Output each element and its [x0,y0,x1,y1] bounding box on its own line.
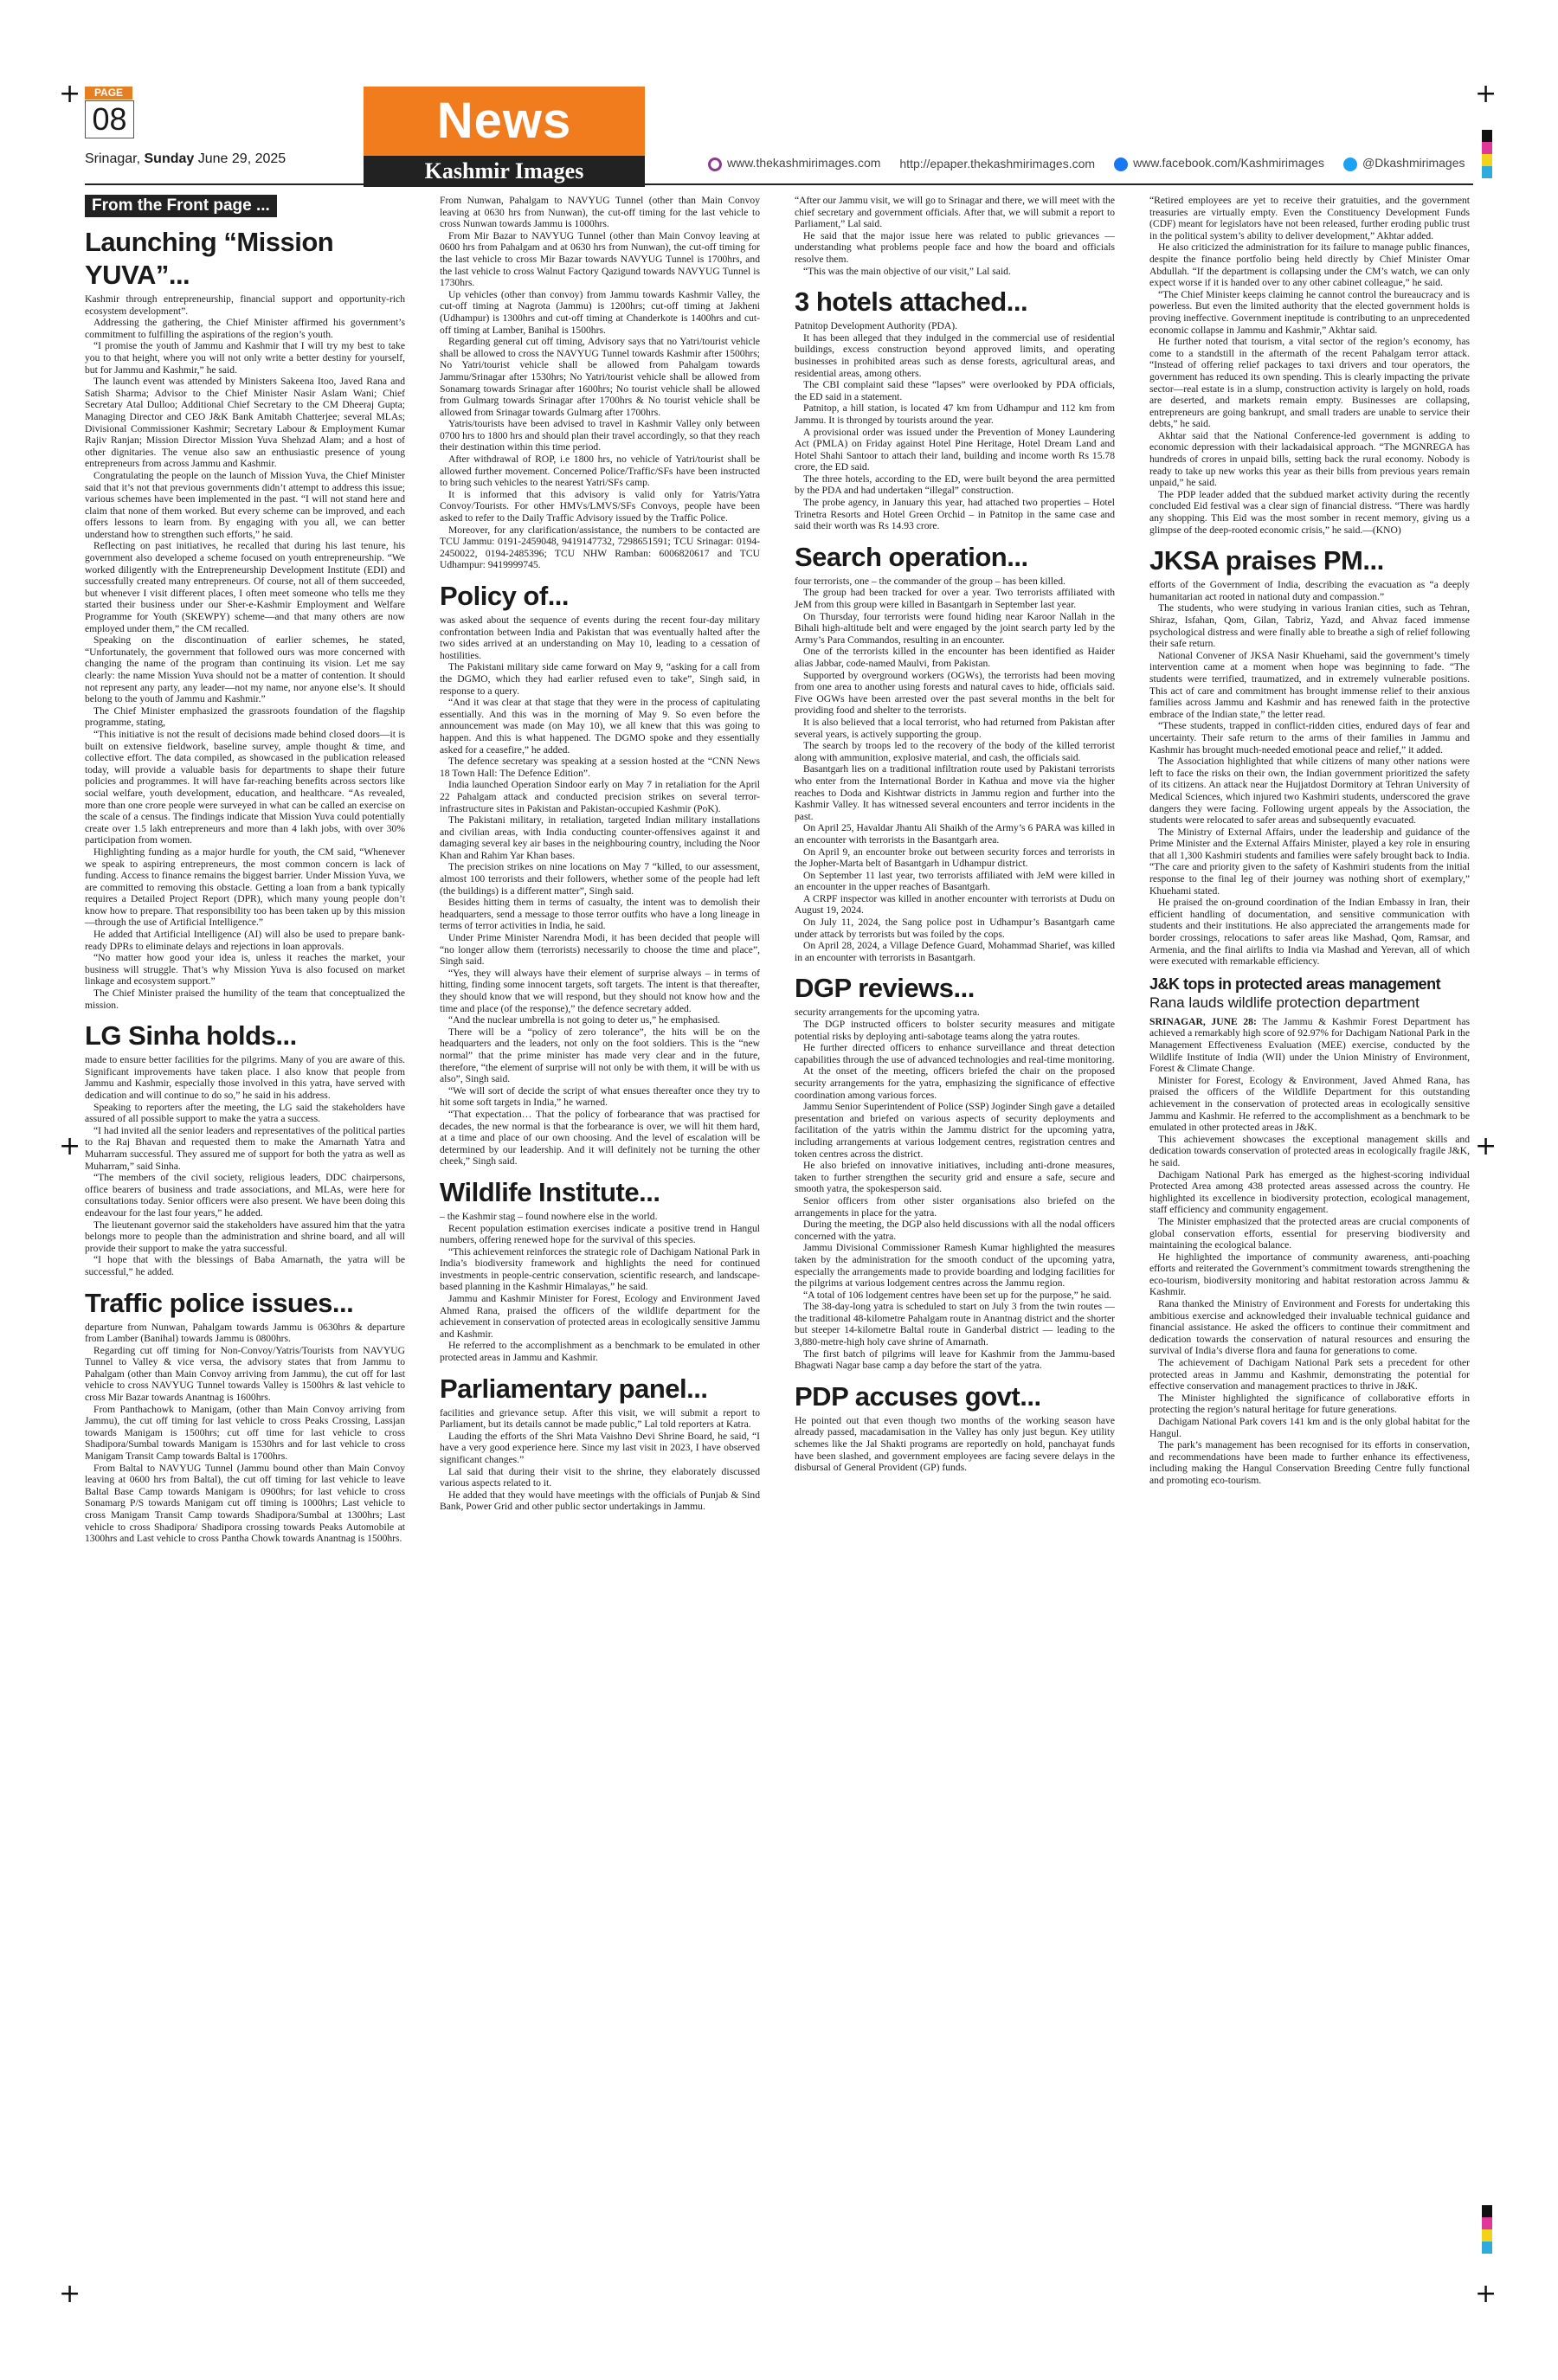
article-paragraph: The Chief Minister emphasized the grassroots foundation of the flagship programme, stating, [85,704,405,729]
article-dgp-reviews [795,972,1115,1371]
article-paragraph: The PDP leader added that the subdued market activity during the recently concluded Eid festival was a clear sign of financial distress. “There was hardly any shopping. This Eid was the most somber in recent memory, giving us a glimpse of the deep-rooted economic crisis,” he said.—(KNO) [1149,488,1470,536]
article-paragraph: The Pakistani military side came forward on May 9, “asking for a call from the DGMO, which they had earlier refused even to take”, Singh said, in response to a query. [440,661,760,697]
article-traffic-police [85,1287,405,1545]
column-2 [440,195,760,1513]
article-headline: Search operation... [795,541,1028,572]
article-paragraph: “And it was clear at that stage that they were in the process of capitulating essentially. And this was in the morning of May 9. So even before the announcement was made (on May 10), we all knew that this was going to happen. And this is what happened. The DGMO spoke and they essentially asked for a ceasefire,” he added. [440,697,760,756]
registration-mark-mid-left: + [59,1131,81,1161]
article-lg-sinha [85,1020,405,1277]
article-paragraph: Patnitop Development Authority (PDA). [795,320,958,332]
column-1 [85,195,405,1545]
article-paragraph: The search by troops led to the recovery of the body of the killed terrorist along with ammunition, explosive material, and cash, the officials said. [795,740,1115,763]
article-paragraph: On Thursday, four terrorists were found hiding near Karoor Nallah in the Bihali high-altitude belt and were engaged by the joint search party led by the Army’s Para Commandos, resulting in an encounter. [795,610,1115,646]
facebook-link[interactable] [1114,156,1324,170]
article-jk-tops-protected-areas [1149,975,1470,1487]
article-dateline: SRINAGAR, JUNE 28: [1149,1015,1257,1027]
article-paragraph: The Association highlighted that while citizens of many other nations were left to face the risks on their own, the Indian government prioritized the safety of its citizens. An attack near the Hujjatdost Dormitory at Tehran University of Medical Sciences, which injured two Kashmiri students, underscored the grave dangers they were facing. Following urgent appeals by the Association, the students were relocated to safer areas and subsequently evacuated. [1149,756,1470,827]
article-paragraph: Up vehicles (other than convoy) from Jammu towards Kashmir Valley, the cut-off timing at Nagrota (Jammu) is 1200hrs; cut-off timing at Jakheni (Udhampur) is 1300hrs and cut-off timing at Chanderkote is 1400hrs and cut-off timing at Lamber, Banihal is 1500hrs. [440,288,760,336]
article-paragraph: He added that they would have meetings with the officials of Punjab & Sind Bank, Power Grid and other public sector undertakings in Jammu. [440,1489,760,1513]
article-paragraph: Patnitop, a hill station, is located 47 km from Udhampur and 112 km from Jammu. It is thronged by tourists around the year. [795,402,1115,426]
article-paragraph: The group had been tracked for over a year. Two terrorists affiliated with JeM from this group were killed in Basantgarh in September last year. [795,587,1115,611]
article-paragraph: “These students, trapped in conflict-ridden cities, endured days of fear and uncertainty. Their safe return to the arms of their families in Jammu and Kashmir has brought much-needed emotional peace and relief,” it added. [1149,720,1470,756]
article-paragraph: On April 9, an encounter broke out between security forces and terrorists in the Jopher-Marta belt of Basantgarh in Udhampur district. [795,846,1115,870]
article-headline: Policy of... [440,581,570,611]
epaper-link[interactable]: http://epaper.thekashmirimages.com [899,157,1096,170]
registration-mark-top-left: + [59,79,81,109]
article-search-operation [795,541,1115,964]
article-paragraph: “And the nuclear umbrella is not going to deter us,” he emphasised. [448,1014,720,1026]
article-paragraph: Basantgarh lies on a traditional infiltration route used by Pakistani terrorists who enter from the International Border in Kathua and move via the higher reaches to Doda and Kishtwar districts in Jammu region and further into the Kashmir Valley. It has witnessed several encounters and terror incidents in the past. [795,763,1115,822]
article-paragraph: “Yes, they will always have their element of surprise always – in terms of hitting, finding some innocent targets, soft targets. The intent is that thereafter, they should know that we will respond, but they should not know how and the time and place (of the response),” the defence secretary added. [440,967,760,1014]
article-paragraph: Under Prime Minister Narendra Modi, it has been decided that people will “no longer allow them (terrorists) necessarily to choose the time and place”, Singh said. [440,932,760,968]
instagram-icon [708,158,722,171]
article-paragraph: The lieutenant governor said the stakeholders have assured him that the yatra belongs more to people than the administration and shrine board, and all will provide their support to make the yatra successful. [85,1219,405,1254]
article-paragraph: Kashmir through entrepreneurship, financial support and opportunity-rich ecosystem development”. [85,293,405,317]
article-paragraph: It is also believed that a local terrorist, who had returned from Pakistan after several years, is actively supporting the group. [795,716,1115,740]
article-headline: LG Sinha holds... [85,1020,297,1052]
article-paragraph: A CRPF inspector was killed in another encounter with terrorists at Dudu on August 19, 2024. [795,892,1115,917]
article-paragraph: From Nunwan, Pahalgam to NAVYUG Tunnel (other than Main Convoy leaving at 0630 hrs from Nunwan), the cut-off timing for the last vehicle to cross Nunwan towards Jammu is 1000hrs. [440,195,760,230]
article-paragraph: Regarding cut off timing for Non-Convoy/Yatris/Tourists from NAVYUG Tunnel to Valley & vice versa, the advisory states that from Jammu to Pahalgam (other than Main Convoy arriving from Jammu), the cut off for last vehicle to cross NAVYUG Tunnel towards Valley is 1500hrs & last vehicle to cross Mir Bazar towards Anantnag is 1600hrs. [85,1344,405,1404]
article-paragraph: security arrangements for the upcoming yatra. [795,1007,980,1019]
masthead-rule [85,183,1473,185]
website-url: www.thekashmirimages.com [727,156,881,170]
article-paragraph: “This achievement reinforces the strategic role of Dachigam National Park in India’s biodiversity framework and highlights the need for continued investments in people-centric conservation, scientific research, and landscape-based planning in the Kashmir Himalayas,” he said. [440,1245,760,1293]
website-link[interactable] [708,156,880,170]
article-paragraph: India launched Operation Sindoor early on May 7 in retaliation for the April 22 Pahalgam attack and conducted precision strikes on several terror-infrastructure sites in Pakistan and Pakistan-occupied Kashmir (PoK). [440,779,760,814]
article-paragraph: “After our Jammu visit, we will go to Srinagar and there, we will meet with the chief secretary and government officials. After that, we will submit a report to Parliament,” Lal said. [795,195,1115,230]
article-headline: PDP accuses govt... [795,1380,1041,1412]
article-paragraph: “Retired employees are yet to receive their gratuities, and the government treasuries are virtually empty. Even the Constituency Development Funds (CDF) meant for legislators have not been released, further eroding public trust in the political system’s ability to deliver development,” Akhtar added. [1149,195,1470,241]
article-paragraph: Senior officers from other sister organisations also briefed on the arrangements in place for the yatra. [795,1194,1115,1219]
article-headline: Wildlife Institute... [440,1176,660,1207]
article-paragraph: Dachigam National Park has emerged as the highest-scoring individual Protected Area among 438 protected areas assessed across the country. He highlighted its excellence in biodiversity protection, ecological management, staff efficiency and community engagement. [1149,1168,1470,1216]
article-paragraph: Highlighting funding as a major hurdle for youth, the CM said, “Whenever we speak to aspiring entrepreneurs, the most common concern is lack of funding. Access to finance remains the biggest barrier. Under Mission Yuva, we are committed to removing this obstacle. Getting a loan from a bank typically requires a Detailed Project Report (DPR), which many young people don’t know how to prepare. That responsibility too has been taken up by this mission—through the use of Artificial Intelligence.” [85,846,405,929]
article-paragraph: After withdrawal of ROP, i.e 1800 hrs, no vehicle of Yatri/tourist shall be allowed further movement. Concerned Police/Traffic/SFs have been instructed to bring such vehicles to the nearest Yatri/SFs camp. [440,453,760,489]
article-paragraph: He praised the on-ground coordination of the Indian Embassy in Iran, their efficient handling of documentation, and sensitive communication with students and their institutions. He also appreciated the arrangements made for border crossings, relocations to safer areas like Mashad, Qom, Ramsar, and Armenia, and the final airlifts to India via Mashad and Yerevan, all of which were executed with remarkable efficiency. [1149,897,1470,968]
facebook-url: www.facebook.com/Kashmirimages [1133,156,1325,170]
article-paragraph: The DGP instructed officers to bolster security measures and mitigate potential risks by deploying anti-sabotage teams along the yatra routes. [795,1019,1115,1042]
article-paragraph: The Pakistani military, in retaliation, targeted Indian military installations and civilian areas, with India conducting counter-offensives against it and damaging several key air bases in the neighbouring country, including the Noor Khan and Rahim Yar Khan bases. [440,814,760,861]
article-paragraph: Congratulating the people on the launch of Mission Yuva, the Chief Minister said that it’s not that previous governments didn’t attempt to address this issue; various schemes have been implemented in the past. “I will not stand here and claim that none of them worked. But every scheme can be improved, and each offers lessons to learn from. By engaging with you all, we can better understand how to strengthen such efforts,” he said. [85,469,405,540]
article-paragraph: The defence secretary was speaking at a session hosted at the “CNN News 18 Town Hall: The Defence Edition”. [440,756,760,779]
article-paragraph: The first batch of pilgrims will leave for Kashmir from the Jammu-based Bhagwati Nagar base camp a day before the start of the yatra. [795,1348,1115,1372]
article-paragraph: “The Chief Minister keeps claiming he cannot control the bureaucracy and is powerless. But even the limited authority that the elected government holds is proving ineffective. Government ineptitude is contributing to an unprecedented economic collapse in Jammu and Kashmir,” Akhtar said. [1149,288,1470,336]
article-paragraph: On July 11, 2024, the Sang police post in Udhampur’s Basantgarh came under attack by terrorists but was foiled by the cops. [795,917,1115,940]
article-paragraph: The launch event was attended by Ministers Sakeena Itoo, Javed Rana and Satish Sharma; Advisor to the Chief Minister Nasir Aslam Wani; Chief Secretary Atal Dulloo; Additional Chief Secretary to the CM Dheeraj Gupta; Managing Director and CEO J&K Bank Amitabh Chatterjee; several MLAs; Divisional Commissioner Kashmir; Secretary Labour & Employment Kumar Rajiv Ranjan; Mission Director Mission Yuva Shehzad Alam; and a host of other dignitaries. The venue also saw an enthusiastic presence of young entrepreneurs from across Jammu and Kashmir. [85,376,405,470]
article-headline: Launching “Mission YUVA”... [85,227,334,290]
article-paragraph: The Minister highlighted the significance of collaborative efforts in protecting the region’s natural heritage for future generations. [1149,1392,1470,1416]
article-paragraph: From Panthachowk to Manigam, (other than Main Convoy arriving from Jammu), the cut off timing for last vehicle to cross Peaks Crossing, Lassjan towards Manigam is 1500hrs; cut off time for last vehicle to cross Shadipora/Sumbal towards Manigam is 1530hrs and for last vehicle to cross Manigam Transit Camp towards Baltal is 1700hrs. [85,1403,405,1463]
twitter-icon [1343,158,1357,171]
article-paragraph: “I had invited all the senior leaders and representatives of the political parties to the Raj Bhavan and requested them to make the Amarnath Yatra and Muharram successful. They assured me of support for both the yatra as well as Muharram,” said Sinha. [85,1124,405,1172]
article-headline: J&K tops in protected areas management [1149,975,1441,993]
article-headline: JKSA praises PM... [1149,545,1384,576]
article-paragraph: He added that Artificial Intelligence (AI) will also be used to prepare bank-ready DPRs to eliminate delays and rejections in loan approvals. [85,929,405,952]
registration-mark-bottom-left: + [59,2279,81,2309]
article-paragraph: He said that the major issue here was related to public grievances — understanding what problems people face and how the board and officials resolve them. [795,229,1115,265]
page-label: PAGE [85,87,132,100]
article-paragraph: On April 28, 2024, a Village Defence Guard, Mohammad Sharief, was killed in an encounter with terrorists in Basantgarh. [795,940,1115,963]
article-paragraph: – the Kashmir stag – found nowhere else in the world. [440,1210,658,1222]
article-paragraph: made to ensure better facilities for the pilgrims. Many of you are aware of this. Significant improvements have taken place. I also know that people from Jammu and Kashmir, especially those involved in this yatra, have served with dedication and will continue to do so,” he said in his address. [85,1054,405,1101]
section-title: News [364,87,645,156]
article-paragraph: Jammu Senior Superintendent of Police (SSP) Joginder Singh gave a detailed presentation and briefed on various aspects of security deployments and facilitation of the yatris within the Jammu district for the upcoming yatra, including arrangements at various lodgement centres, registration centres and token centres across the district. [795,1101,1115,1160]
article-paragraph: Speaking to reporters after the meeting, the LG said the stakeholders have assured of all possible support to make the yatra a success. [85,1101,405,1125]
article-3-hotels-attached [795,286,1115,532]
article-paragraph: Besides hitting them in terms of casualty, the intent was to demolish their headquarters, send a message to those terror outfits who have a long lineage in terms of terror activities in India, he said. [440,897,760,932]
article-paragraph: The achievement of Dachigam National Park sets a precedent for other protected areas in Jammu and Kashmir, demonstrating the potential for effective conservation and management practices to thrive in J&K. [1149,1357,1470,1393]
twitter-handle: @Dkashmirimages [1362,156,1465,170]
article-paragraph: A provisional order was issued under the Prevention of Money Laundering Act (PMLA) on Friday against Hotel Pine Heritage, Hotel Dream Land and Hotel Shahi Santoor to attach their land, building and income worth Rs 15.78 crore, the ED said. [795,426,1115,473]
article-pdp-accuses-govt [795,1380,1115,1474]
article-paragraph: He further noted that tourism, a vital sector of the region’s economy, has come to a standstill in the aftermath of the recent Pahalgam terror attack. “Instead of offering relief packages to taxi drivers and tour operators, the government has reduced its own spending. This is clearly impacting the private sector—real estate is in a slump, construction activity is largely on hold, roads are deserted, and markets remain empty. Businesses are collapsing, entrepreneurs are going bankrupt, and small traders are unable to service their debts,” he said. [1149,336,1470,430]
article-paragraph: On April 25, Havaldar Jhantu Ali Shaikh of the Army’s 6 PARA was killed in an encounter with terrorists in the Basantgarh area. [795,822,1115,846]
article-paragraph: The Minister emphasized that the protected areas are crucial components of global conservation efforts, essential for preserving biodiversity and maintaining the ecological balance. [1149,1215,1470,1251]
article-paragraph: The probe agency, in January this year, had attached two properties – Hotel Trinetra Resorts and Hotel Green Orchid – in Patnitop in the same case and said their worth was Rs 14.93 crore. [795,497,1115,532]
article-paragraph: At the onset of the meeting, officers briefed the chair on the proposed security arrangements for the yatra, emphasizing the significance of effective coordination among various forces. [795,1065,1115,1101]
article-paragraph: Akhtar said that the National Conference-led government is adding to economic depression with their lackadaisical approach. “The MGNREGA has hundreds of crores in unpaid bills, setting back the rural economy. Nobody is ready to take up new works this year as their bills from previous years remain unpaid,” he said. [1149,429,1470,489]
article-headline: 3 hotels attached... [795,286,1028,318]
article-paragraph: facilities and grievance setup. After this visit, we will submit a report to Parliament, but its details cannot be made public,” Lal told reporters at Katra. [440,1406,760,1431]
brand-name: Kashmir Images [364,156,645,187]
registration-mark-mid-right: + [1475,1131,1497,1161]
article-paragraph: Jammu Divisional Commissioner Ramesh Kumar highlighted the measures taken by the administration for the smooth conduct of the upcoming yatra, especially the arrangements made to provide boarding and lodging facilities for the pilgrims at various lodgement centres across the Jammu region. [795,1242,1115,1290]
article-paragraph: The Chief Minister praised the humility of the team that conceptualized the mission. [85,987,405,1011]
article-paragraph: Recent population estimation exercises indicate a positive trend in Hangul numbers, offering renewed hope for the survival of this species. [440,1222,760,1246]
page-number: 08 [85,100,134,138]
article-paragraph: “This initiative is not the result of decisions made behind closed doors—it is built on extensive fieldwork, baseline survey, ample thought & time, and collective effort. The data compiled, as showcased in the publication released today, will provide a valuable basis for departments to shape their future policies and programmes. It will have far-reaching benefits across sectors like social welfare, youth development, education, and healthcare. “As revealed, more than one crore people were surveyed in what can be called an exercise on the scale of a census. The findings indicate that Mission Yuva could potentially create over 1.5 lakh entrepreneurs and more than 4 lakh jobs, with over 30% participation from women. [85,728,405,846]
article-headline: Parliamentary panel... [440,1373,708,1404]
article-parliamentary-panel-continued [795,195,1115,277]
article-paragraph: departure from Nunwan, Pahalgam towards Jammu is 0630hrs & departure from Lamber (Banihal) towards Jammu is 0800hrs. [85,1321,405,1345]
color-calibration-bar-bottom [1482,2205,1492,2254]
article-paragraph: This achievement showcases the exceptional management skills and dedication towards conservation of protected areas in ecologically fragile J&K, he said. [1149,1133,1470,1168]
article-paragraph: Dachigam National Park covers 141 km and is the only global habitat for the Hangul. [1149,1416,1470,1439]
article-mission-yuva [85,226,405,1011]
article-paragraph: “That expectation… That the policy of forbearance that was practised for decades, the new normal is that the forbearance is over, we will hit them hard, at a time and place of our own choosing. And the level of escalation will be determined by our leadership. And it will definitely not be turning the other cheek,” Singh said. [440,1108,760,1167]
article-paragraph: four terrorists, one – the commander of the group – has been killed. [795,575,1065,587]
article-paragraph: He pointed out that even though two months of the working season have already passed, macadamisation in the Valley has only just begun. Key utility schemes like the Jal Shakti programs are reportedly on hold, panchayat funds have been slashed, and government employees are facing severe delays in the disbursal of General Provident (GP) funds. [795,1414,1115,1474]
registration-mark-top-right: + [1475,79,1497,109]
article-paragraph: Minister for Forest, Ecology & Environment, Javed Ahmed Rana, has praised the officers of the Wildlife Department for this outstanding achievement in the conservation of protected areas in ecologically sensitive Jammu and Kashmir. He referred to the accomplishment as a benchmark to be emulated in other protected areas in J&K. [1149,1074,1470,1134]
article-parliamentary-panel [440,1373,760,1513]
article-jksa-praises-pm [1149,544,1470,968]
article-paragraph: It is informed that this advisory is valid only for Yatris/Yatra Convoy/Tourists. For other HMVs/LMVS/SFs Convoys, people have been asked to refer to the Daily Traffic Advisory issued by the Traffic Police. [440,488,760,524]
article-paragraph: The park’s management has been recognised for its efforts in conservation, and recommendations have been made to further enhance its effectiveness, including making the Hangul Conservation Breeding Centre fully functional and promoting eco-tourism. [1149,1439,1470,1486]
article-paragraph: was asked about the sequence of events during the recent four-day military confrontation between India and Pakistan that was eventually halted after the two sides arrived at an understanding on May 10, leading to a cessation of hostilities. [440,614,760,661]
twitter-link[interactable] [1343,156,1465,170]
article-paragraph: The students, who were studying in various Iranian cities, such as Tehran, Shiraz, Isfahan, Qom, Gilan, Tabriz, Yazd, and Ahvaz faced immense psychological distress and were finally able to breathe a sigh of relief following their safe return. [1149,602,1470,650]
article-paragraph: Lal said that during their visit to the shrine, they elaborately discussed various aspects related to it. [440,1465,760,1489]
article-paragraph: “We will sort of decide the script of what ensues thereafter once they try to hit some soft targets in India,” he warned. [440,1084,760,1109]
article-paragraph: National Convener of JKSA Nasir Khuehami, said the government’s timely intervention came at a moment when hope was beginning to fade. “The students were terrified, traumatized, and in extremely vulnerable positions. This act of care and commitment has brought immense relief to their anxious families across Jammu and Kashmir and has renewed faith in the protective embrace of the Indian state,” the letter read. [1149,649,1470,720]
article-paragraph: The precision strikes on nine locations on May 7 “killed, to our assessment, almost 100 terrorists and their followers, whether some of the people had left (the buildings) is a different matter”, Singh said. [440,861,760,897]
article-paragraph: The 38-day-long yatra is scheduled to start on July 3 from the twin routes — the traditional 48-kilometre Pahalgam route in Anantnag district and the shorter but steeper 14-kilometre Baltal route in Ganderbal district — leading to the 3,880-metre-high holy cave shrine of Amarnath. [795,1301,1115,1348]
article-lead-text: The Jammu & Kashmir Forest Department has achieved a remarkably high score of 92.97% for Dachigam National Park in the Management Effectiveness Evaluation (MEE) exercise, conducted by the Wildlife Institute of India (WII) under the Union Ministry of Environment, Forest & Climate Change. [1149,1015,1470,1075]
dateline [85,151,286,167]
article-paragraph: Supported by overground workers (OGWs), the terrorists had been moving from one area to another using forests and natural caves to hide, officials said. Five OGWs have been arrested over the past several months in the belt for providing food and shelter to the terrorists. [795,669,1115,717]
article-paragraph: From Mir Bazar to NAVYUG Tunnel (other than Main Convoy leaving at 0600 hrs from Pahalgam and at 0630 hrs from Nunwan), the cut-off timing for the last vehicle to cross Mir Bazar towards NAVYUG Tunnel is 1700hrs, and the last vehicle to cross Walnut Factory Qazigund towards NAVYUG Tunnel is 1730hrs. [440,229,760,289]
article-subheadline: Rana lauds wildlife protection department [1149,994,1420,1011]
article-paragraph: He highlighted the importance of community awareness, anti-poaching efforts and reiterated the Government’s commitment towards strengthening the eco-tourism, biodiversity monitoring and habitat restoration across Jammu & Kashmir. [1149,1251,1470,1298]
article-paragraph: Moreover, for any clarification/assistance, the numbers to be contacted are TCU Jammu: 0191-2459048, 9419147732, 7298651591; TCU Srinagar: 0194-2450022, 0194-2485396; TCU NHW Ramban: 6006820617 and TCU Udhampur: 9419999745. [440,524,760,571]
article-paragraph: “I hope that with the blessings of Baba Amarnath, the yatra will be successful,” he added. [85,1254,405,1277]
article-paragraph: Yatris/tourists have been advised to travel in Kashmir Valley only between 0700 hrs to 1800 hrs and should plan their travel accordingly, so that they reach their destination within this time period. [440,418,760,453]
article-paragraph: “The members of the civil society, religious leaders, DDC chairpersons, office bearers of business and trade associations, and MLAs, were here for consultations today. Senior officers were also present. We have been doing this endeavour for the last four years,” he added. [85,1172,405,1219]
article-paragraph: On September 11 last year, two terrorists affiliated with JeM were killed in an encounter in the upper reaches of Basantgarh. [795,869,1115,893]
article-paragraph: The CBI complaint said these “lapses” were overlooked by PDA officials, the ED said in a statement. [795,379,1115,402]
article-headline: Traffic police issues... [85,1287,354,1318]
article-paragraph: One of the terrorists killed in the encounter has been identified as Haider alias Jabbar, code-named Maulvi, from Pakistan. [795,646,1115,669]
article-paragraph: It has been alleged that they indulged in the commercial use of residential buildings, excess construction beyond approved limits, and operating businesses in prohibited areas such as dense forests, agricultural areas, and residential areas, among others. [795,331,1115,379]
article-paragraph: Jammu and Kashmir Minister for Forest, Ecology and Environment Javed Ahmed Rana, praised the officers of the wildlife department for the achievement in conservation of protected areas in ecologically sensitive Jammu and Kashmir. [440,1293,760,1340]
article-paragraph: Lauding the efforts of the Shri Mata Vaishno Devi Shrine Board, he said, “I have a very good experience here. Since my last visit in 2023, I have observed significant changes.” [440,1430,760,1465]
column-3 [795,195,1115,1474]
article-headline: DGP reviews... [795,973,975,1004]
article-wildlife-institute [440,1176,760,1364]
article-paragraph: Speaking on the discontinuation of earlier schemes, he stated, “Unfortunately, the government that followed ours was more concerned with changing the name of the program than continuing its vision. Let me say clearly: the name Mission Yuva should not be a matter of contention. It should not represent any party, any leader—not my name, nor anyone else’s. It should belong to the youth of Jammu and Kashmir.” [85,634,405,705]
article-paragraph: “No matter how good your idea is, unless it reaches the market, your business will struggle. That’s why Mission Yuva is also focused on market linkage and ecosystem support.” [85,952,405,987]
dateline-date: June 29, 2025 [197,151,286,166]
facebook-icon [1114,158,1128,171]
article-traffic-police-continued [440,195,760,571]
article-paragraph: He also briefed on innovative initiatives, including anti-drone measures, taken to further strengthen the security grid and ensure a safe, secure and smooth yatra, the spokesperson said. [795,1160,1115,1195]
article-paragraph-lead [1149,1016,1470,1075]
article-paragraph: Rana thanked the Ministry of Environment and Forests for undertaking this ambitious exercise and acknowledged their invaluable technical guidance and financial assistance. He asked the officers to continue their commitment and dedication towards the conservation of natural resources and ensuring the survival of India’s diverse flora and fauna for generations to come. [1149,1298,1470,1357]
registration-mark-bottom-right: + [1475,2279,1497,2309]
article-paragraph: efforts of the Government of India, describing the evacuation as “a deeply humanitarian act rooted in national duty and compassion.” [1149,579,1470,602]
article-paragraph: Reflecting on past initiatives, he recalled that during his last tenure, his government also developed a scheme focused on youth entrepreneurship. “We worked diligently with the Entrepreneurship Development Institute (EDI) and successfully created many entrepreneurs. Of course, not all of them succeeded, but whenever I visit different places, I often meet someone who tells me they started their business under our Sher-e-Kashmir Employment and Welfare Programme for Youth (SKEWPY) scheme—and that many others are now employed under them,” the CM recalled. [85,540,405,634]
article-paragraph: There will be a “policy of zero tolerance”, the hits will be on the headquarters and the leaders, not only on the foot soldiers. This is the “new normal” that the prime minister has made very clear and in the future, therefore, “the element of surprise will not only be with them, it will be with us also”, Singh said. [440,1026,760,1085]
social-links-bar [708,154,1487,173]
dateline-city: Srinagar, [85,151,141,166]
article-paragraph: He also criticized the administration for its failure to manage public finances, despite the finance portfolio being held directly by Chief Minister Omar Abdullah. “If the department is collapsing under the CM’s watch, we can only expect worse if it is handed over to any other cabinet colleague,” he said. [1149,241,1470,289]
article-paragraph: The Ministry of External Affairs, under the leadership and guidance of the Prime Minister and the External Affairs Minister, played a key role in ensuring that all 1,300 Kashmiri students and families were safely brought back to India. “The care and priority given to the safety of Kashmiri students from the initial response to the final leg of their journey was nothing short of exemplary,” Khuehami stated. [1149,826,1470,897]
dateline-day: Sunday [144,151,195,166]
article-paragraph: Regarding general cut off timing, Advisory says that no Yatri/tourist vehicle shall be allowed to cross the NAVYUG Tunnel towards Kashmir after 1500hrs; No Yatri/tourist vehicle shall be allowed from Pahalgam towards Jammu/Srinagar after 1530hrs; No Yatri/tourist vehicle shall be allowed from Sonamarg towards Srinagar after 1600hrs; No tourist vehicle shall be allowed from Gulmarg towards Srinagar after 1700hrs & No tourist vehicle shall be allowed from Srinagar towards Gulmarg after 1700hrs. [440,336,760,418]
article-paragraph: From Baltal to NAVYUG Tunnel (Jammu bound other than Main Convoy leaving at 0600 hrs from Baltal), the cut off timing for last vehicle to leave Baltal Base Camp towards Manigam is 0900hrs; for last vehicle to cross Sonamarg P/S towards Manigam cut off timing is 1000hrs; Last vehicle to cross Manigam Transit Camp towards Shadipora/Sumbal at 1300hrs; Last vehicle to cross Shadipora/ Shadipora crossing towards Peaks Automobile at 1300hrs and Last vehicle to cross Pantha Chowk towards Anantnag is 1500hrs. [85,1462,405,1545]
article-paragraph: “I promise the youth of Jammu and Kashmir that I will try my best to take you to that height, where you will not only write a better destiny for yourself, but for Jammu and Kashmir,” he said. [85,340,405,376]
article-paragraph: Addressing the gathering, the Chief Minister affirmed his government’s commitment to fulfilling the aspirations of the region’s youth. [85,317,405,340]
article-paragraph: During the meeting, the DGP also held discussions with all the nodal officers concerned with the yatra. [795,1219,1115,1242]
column-4 [1149,195,1470,1487]
article-paragraph: He referred to the accomplishment as a benchmark to be emulated in other protected areas in Jammu and Kashmir. [440,1340,760,1364]
kicker-from-front-page: From the Front page ... [85,195,277,217]
article-paragraph: “A total of 106 lodgement centres have been set up for the purpose,” he said. [803,1289,1112,1301]
article-paragraph: “This was the main objective of our visit,” Lal said. [803,265,1011,277]
article-paragraph: The three hotels, according to the ED, were built beyond the area permitted by the PDA and had undertaken “illegal” construction. [795,473,1115,497]
article-pdp-accuses-govt-continued [1149,195,1470,536]
article-policy-of [440,580,760,1167]
article-paragraph: He further directed officers to enhance surveillance and threat detection capabilities through the use of advanced technologies and real-time monitoring. [795,1042,1115,1065]
